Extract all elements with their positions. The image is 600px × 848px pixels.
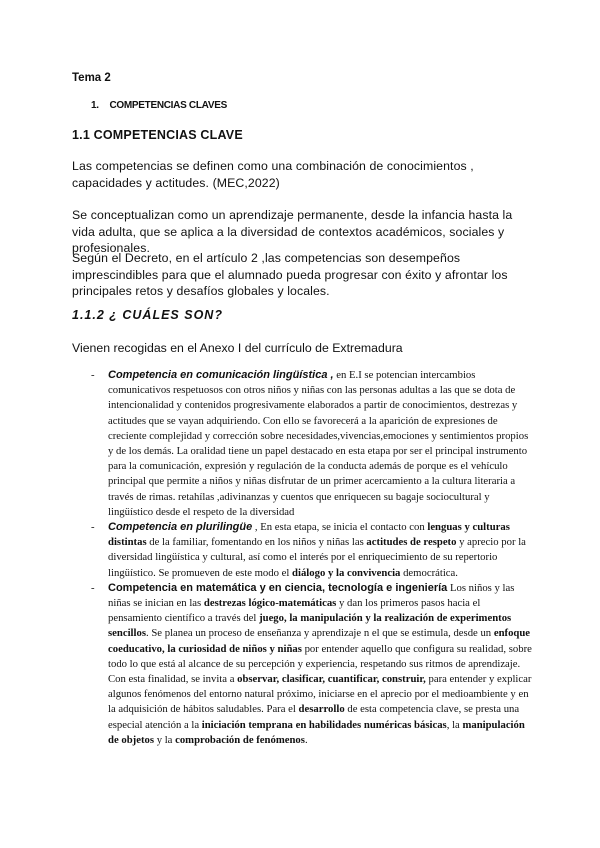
item-bold: enfoque coeducativo, la curiosidad de niños y niñas [108, 627, 531, 655]
bullet-dash: - [91, 581, 95, 594]
item-text: . [304, 733, 308, 746]
item-text: , la [446, 718, 463, 731]
heading-text: COMPETENCIAS CLAVES [109, 100, 227, 111]
item-bold: diálogo y la convivencia [292, 566, 401, 579]
list-item-matematica [91, 581, 533, 748]
paragraph-decreto: Según el Decreto, en el artículo 2 ,las competencias son desempeños imprescindibles para que el alumnado pueda progresar con éxito y afrontar los principales retos y desafíos globales y locales. [72, 251, 508, 298]
bullet-dash: - [91, 521, 95, 534]
item-bold: destrezas lógico-matemáticas [203, 597, 337, 610]
item-text: y dan los primeros pasos hacia el pensamiento científico a través del [108, 597, 481, 625]
item-text: para entender y explicar algunos fenómenos del entorno natural próximo, iniciarse en el aprecio por el medioambiente y en la adquisición de hábitos saludables. Para el [108, 673, 532, 716]
item-text: , En esta etapa, se inicia el contacto con [252, 521, 428, 534]
item-text: y aprecio por la diversidad lingüística y cultural, así como el interés por el enriquecimiento de su repertorio lingüístico. Se promueven de este modo el [108, 536, 526, 579]
item-bold: actitudes de respeto [366, 536, 457, 549]
item-bold: observar, clasificar, cuantificar, construir, [237, 673, 426, 686]
item-bold: juego, la manipulación y la realización de experimentos sencillos [108, 612, 512, 640]
item-text: . Se planea un proceso de enseñanza y aprendizaje n el que se estimula, desde un [146, 627, 494, 640]
item-text: Con esta finalidad, se invita a [108, 673, 238, 686]
competencias-list [91, 368, 533, 748]
item-text: por entender aquello que configura su realidad, sobre todo lo que está al alcance de su percepción y experiencia, respetando sus ritmos de aprendizaje. [108, 642, 532, 670]
item-lead: Competencia en plurilingüe [108, 521, 253, 534]
list-item-linguistica [91, 368, 533, 520]
item-lead: Competencia en matemática y en ciencia, tecnología e ingeniería [108, 581, 448, 594]
item-bold: manipulación de objetos [108, 718, 525, 746]
heading-number: 1. [91, 100, 99, 111]
item-lead: Competencia en comunicación lingüística , [108, 369, 334, 381]
item-text: democrática. [400, 566, 458, 579]
item-bold: iniciación temprana en habilidades numéricas básicas [201, 718, 447, 731]
item-text: de la familiar, fomentando en los niños y niñas las [146, 536, 367, 549]
item-text: Los niños y las niñas se inician en las [108, 581, 515, 610]
heading-competencias-claves [91, 100, 227, 111]
paragraph-definition: Las competencias se definen como una combinación de conocimientos , capacidades y actitudes. (MEC,2022) [72, 159, 474, 190]
paragraph-conceptualize: Se conceptualizan como un aprendizaje permanente, desde la infancia hasta la vida adulta, que se aplica a la diversidad de contextos académicos, sociales y profesionales. [72, 208, 513, 255]
tema-label: Tema 2 [72, 72, 111, 84]
item-text: en E.I se potencian intercambios comunicativos respetuosos con otros niños y niñas con las personas adultas a las que se dota de intencionalidad y contenidos progresivamente elaborados a partir de conocimientos, destrezas y actitudes que se vayan adquiriendo. Con ello se favorecerá a la aparición de expresiones de creciente complejidad y corrección sobre necesidades,vivencias,emociones y sentimientos propios y de los demás. La oralidad tiene un papel destacado en esta etapa por ser el principal instrumento para la comunicación, expresión y regulación de la conducta además de porque es el vehículo principal que permite a niños y niñas disfrutar de un primer acercamiento a la cultura literaria a través de rimas. retahílas ,adivinanzas y cuentos que enriquecen su bagaje sociocultural y lingüístico desde el respeto de la diversidad [108, 369, 529, 518]
section-heading-1-1-2: 1.1.2 ¿ CUÁLES SON? [72, 308, 223, 322]
item-bold: lenguas y culturas distintas [108, 521, 510, 549]
item-bold: comprobación de fenómenos [175, 733, 305, 746]
item-continuation-paragraph [108, 672, 533, 748]
section-heading-1-1: 1.1 COMPETENCIAS CLAVE [72, 128, 243, 142]
bullet-dash: - [91, 369, 95, 381]
item-text: de esta competencia clave, se presta una especial atención a la [108, 703, 520, 731]
list-item-plurilingue [91, 520, 533, 581]
item-bold: desarrollo [298, 703, 345, 716]
paragraph-anexo: Vienen recogidas en el Anexo I del currículo de Extremadura [72, 341, 403, 355]
item-text: y la [154, 733, 176, 746]
